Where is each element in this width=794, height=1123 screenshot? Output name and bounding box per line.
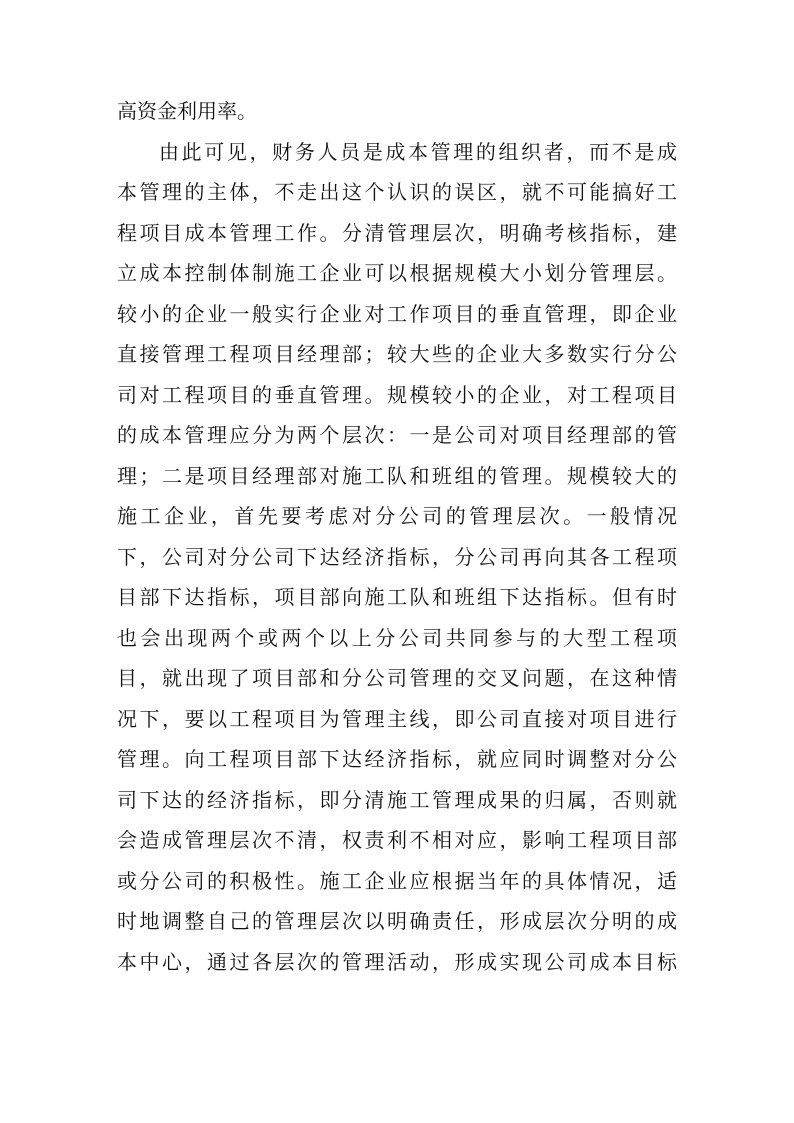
text-line: 目部下达指标，项目部向施工队和班组下达指标。但有时 (117, 585, 677, 609)
text-line: 会造成管理层次不清，权责利不相对应，影响工程项目部 (117, 828, 677, 852)
text-line: 较小的企业一般实行企业对工作项目的垂直管理，即企业 (117, 301, 677, 326)
text-line: 理；二是项目经理部对施工队和班组的管理。规模较大的 (117, 463, 677, 488)
text-line: 或分公司的积极性。施工企业应根据当年的具体情况，适 (117, 868, 677, 893)
paragraph-first-line: 由此可见，财务人员是成本管理的组织者，而不是成 (159, 139, 677, 164)
text-line: 时地调整自己的管理层次以明确责任，形成层次分明的成 (117, 909, 677, 933)
text-line: 立成本控制体制施工企业可以根据规模大小划分管理层。 (117, 261, 677, 285)
text-line: 本中心，通过各层次的管理活动，形成实现公司成本目标 (117, 949, 677, 974)
text-line: 管理。向工程项目部下达经济指标，就应同时调整对分公 (117, 747, 677, 771)
text-line: 下，公司对分公司下达经济指标，分公司再向其各工程项 (117, 544, 677, 569)
text-line: 本管理的主体，不走出这个认识的误区，就不可能搞好工 (117, 180, 677, 204)
text-line: 司下达的经济指标，即分清施工管理成果的归属，否则就 (117, 787, 677, 812)
body-text (117, 91, 677, 982)
text-line: 高资金利用率。 (117, 99, 257, 123)
text-line: 直接管理工程项目经理部；较大些的企业大多数实行分公 (117, 342, 677, 366)
text-line: 况下，要以工程项目为管理主线，即公司直接对项目进行 (117, 706, 677, 731)
text-line: 也会出现两个或两个以上分公司共同参与的大型工程项 (117, 625, 677, 650)
text-line: 司对工程项目的垂直管理。规模较小的企业，对工程项目 (117, 382, 677, 407)
text-line: 程项目成本管理工作。分清管理层次，明确考核指标，建 (117, 220, 677, 245)
text-line: 施工企业，首先要考虑对分公司的管理层次。一般情况 (117, 504, 677, 528)
text-line: 目，就出现了项目部和分公司管理的交叉问题，在这种情 (117, 666, 677, 690)
text-line: 的成本管理应分为两个层次：一是公司对项目经理部的管 (117, 423, 677, 447)
